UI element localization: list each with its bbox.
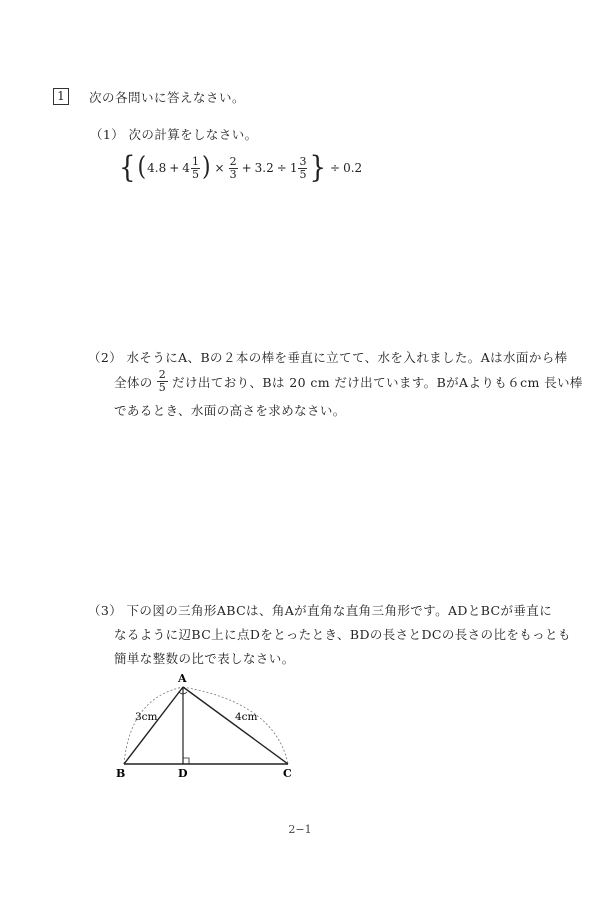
label-a: A — [178, 672, 187, 685]
q2-label: （2） — [88, 350, 123, 365]
mixed1-fraction — [191, 156, 200, 181]
mixed1-numerator: 1 — [191, 154, 199, 168]
term-a: 4.8 — [147, 161, 167, 175]
q3-line-1 — [88, 601, 552, 619]
q2-frac-numerator: 2 — [158, 368, 167, 381]
q1-label: （1） — [90, 127, 125, 142]
page-number: 2−1 — [288, 823, 312, 836]
open-brace: { — [119, 150, 136, 186]
term-c: 0.2 — [343, 161, 363, 175]
q3-label: （3） — [88, 603, 123, 618]
label-ac-length: 4cm — [235, 711, 258, 723]
term-b: 3.2 — [254, 161, 274, 175]
q1-expression — [118, 150, 363, 186]
q1-prompt — [90, 125, 258, 143]
q2-fraction — [157, 369, 168, 394]
triangle-figure — [105, 668, 315, 780]
times-sign: × — [214, 161, 225, 175]
fraction-2-3 — [229, 156, 238, 181]
mixed2-numerator: 3 — [299, 154, 307, 168]
q2-frac-denominator: 5 — [158, 381, 167, 394]
q1-text: 次の計算をしなさい。 — [128, 127, 258, 142]
frac2-denominator: 3 — [229, 167, 237, 181]
side-ac — [183, 687, 288, 764]
q3-text-1: 下の図の三角形ABCは、角Aが直角な直角三角形です。ADとBCが垂直に — [126, 603, 553, 618]
q2-text-2b: だけ出ており、Bは 20 cm だけ出ています。BがAよりも６cm 長い棒 — [172, 374, 583, 390]
problem-number-box: 1 — [53, 88, 69, 105]
q3-line-3: 簡単な整数の比で表しなさい。 — [114, 651, 295, 666]
divide-sign: ÷ — [276, 161, 287, 175]
right-angle-d-icon — [183, 758, 189, 764]
open-paren: ( — [137, 152, 147, 183]
label-ab-length: 3cm — [135, 711, 158, 723]
close-paren: ) — [201, 152, 211, 183]
plus-sign-2: + — [241, 161, 252, 175]
close-brace: } — [309, 150, 326, 186]
mixed1-denominator: 5 — [191, 167, 199, 181]
mixed2-denominator: 5 — [299, 167, 307, 181]
plus-sign: + — [169, 161, 180, 175]
label-b: B — [116, 767, 126, 780]
mixed1-whole: 4 — [182, 161, 190, 175]
mixed2-whole: 1 — [289, 161, 298, 175]
frac2-numerator: 2 — [229, 154, 237, 168]
side-ab — [124, 687, 183, 764]
q2-line-2 — [114, 369, 583, 394]
q3-line-2: なるように辺BC上に点Dをとったとき、BDの長さとDCの長さの比をもっとも — [114, 627, 571, 642]
label-c: C — [283, 767, 292, 780]
divide-sign-2: ÷ — [330, 161, 341, 175]
label-d: D — [178, 767, 188, 780]
q2-text-1: 水そうにA、Bの２本の棒を垂直に立てて、水を入れました。Aは水面から棒 — [126, 350, 568, 365]
q2-line-3: であるとき、水面の高さを求めなさい。 — [114, 403, 346, 418]
problem-heading: 次の各問いに答えなさい。 — [89, 90, 246, 105]
q2-line-1 — [88, 348, 568, 366]
mixed2-fraction — [298, 156, 307, 181]
q2-text-2a: 全体の — [114, 374, 153, 390]
